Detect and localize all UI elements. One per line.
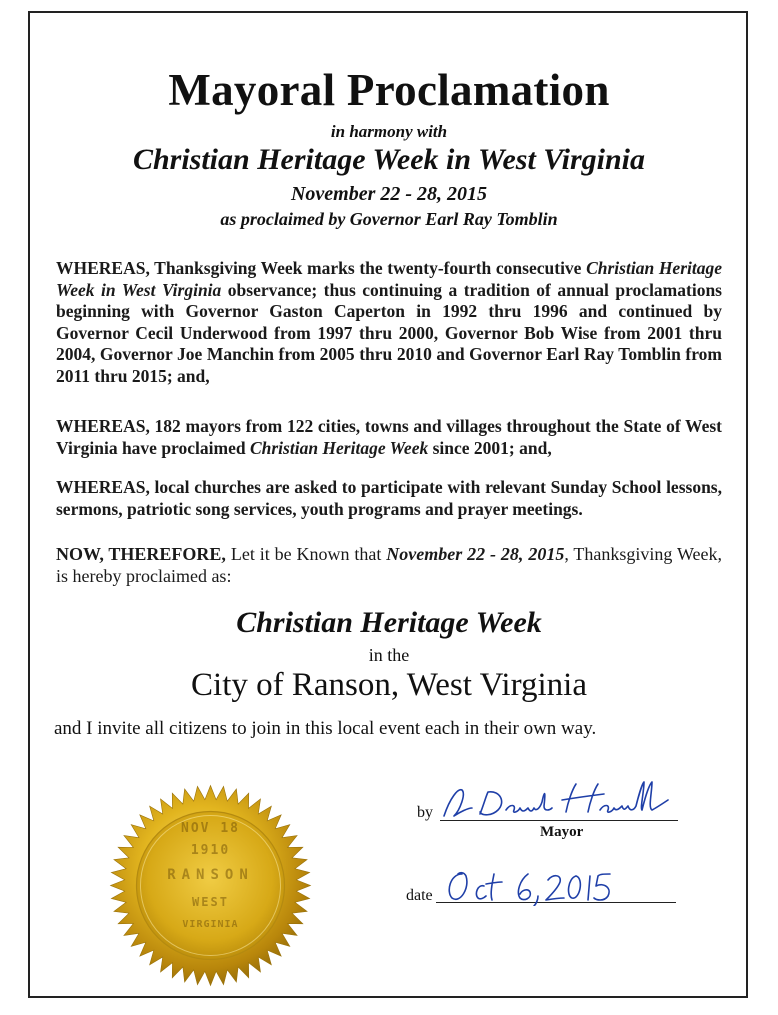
date-label: date	[406, 887, 433, 904]
seal-line-3: RANSON	[167, 867, 254, 883]
p2-text-c: since 2001; and,	[428, 437, 552, 458]
handwritten-date	[444, 866, 614, 906]
p1-italic: Christian Heritage Week in West Virginia	[56, 258, 723, 300]
invite-text: and I invite all citizens to join in this local event each in their own way.	[54, 718, 597, 739]
p4-therefore: NOW, THEREFORE,	[56, 544, 226, 564]
therefore-paragraph	[56, 543, 722, 587]
subtitle-governor: as proclaimed by Governor Earl Ray Tomblin	[220, 209, 558, 229]
whereas-paragraph-1	[56, 258, 722, 387]
page-title: Mayoral Proclamation	[168, 65, 610, 115]
p2-text-a: WHEREAS, 182 mayors from 122 cities, towns and villages throughout the State of West Virginia have proclaimed	[56, 416, 722, 458]
seal-line-2: 1910	[190, 843, 231, 858]
p1-text-c: observance; thus continuing a tradition of annual proclamations beginning with Governor Gaston Caperton in 1992 thru 1996 and continued by Governor Cecil Underwood from 1997 thru 2000, Governor Bob Wise from 2001 thru 2004, Governor Joe Manchin from 2005 thru 2010 and Governor Earl Ray Tomblin from 2011 thru 2015; and,	[56, 279, 722, 386]
p4-text-d: , Thanksgiving Week, is hereby proclaimed as:	[56, 544, 723, 586]
whereas-paragraph-3: WHEREAS, local churches are asked to participate with relevant Sunday School lessons, sermons, patriotic song services, youth programs and prayer meetings.	[56, 477, 722, 519]
p4-dates: November 22 - 28, 2015	[386, 544, 565, 564]
p4-text-b: Let it be Known that	[225, 544, 387, 564]
seal-line-1: NOV 18	[181, 821, 240, 836]
city-name: City of Ranson, West Virginia	[191, 667, 587, 703]
seal-line-5: VIRGINIA	[182, 919, 239, 930]
gold-seal	[108, 783, 313, 988]
seal-line-4: WEST	[192, 895, 229, 909]
subtitle-heritage-week: Christian Heritage Week in West Virginia	[132, 143, 646, 176]
by-label: by	[417, 804, 433, 821]
p1-text-a: WHEREAS, Thanksgiving Week marks the twenty-fourth consecutive	[56, 258, 587, 278]
subtitle-harmony: in harmony with	[330, 122, 448, 141]
in-the-label: in the	[368, 645, 410, 665]
mayor-label: Mayor	[540, 824, 584, 840]
subtitle-dates: November 22 - 28, 2015	[290, 183, 488, 205]
p2-italic: Christian Heritage Week	[249, 437, 429, 458]
mayor-signature	[440, 778, 680, 824]
proclaimed-title: Christian Heritage Week	[236, 606, 542, 639]
seal-icon	[108, 783, 313, 988]
whereas-paragraph-2	[56, 416, 722, 459]
